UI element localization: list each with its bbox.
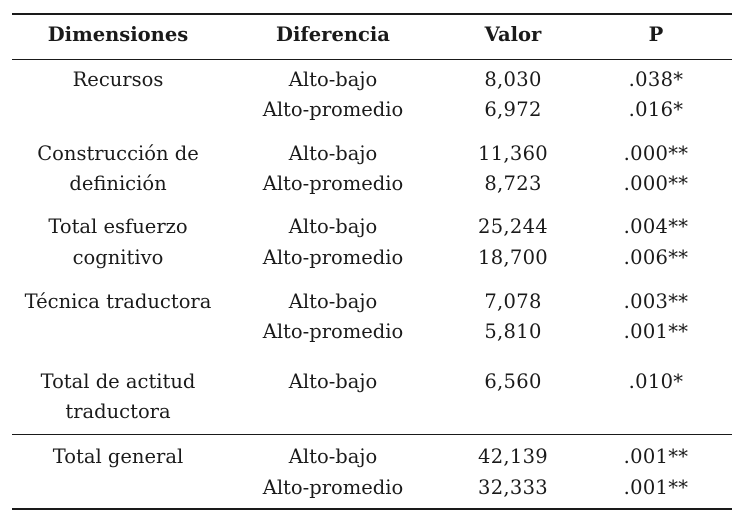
valor-cell: 5,810 [484, 320, 542, 343]
diferencia-cell: Alto-promedio [262, 476, 404, 499]
diferencia-cell: Alto-bajo [288, 445, 378, 468]
valor-cell: 42,139 [477, 445, 549, 468]
p-cell: .006** [623, 246, 689, 269]
dimension-label: Total de actitud [40, 370, 196, 393]
valor-cell: 11,360 [477, 142, 549, 165]
dimension-label: cognitivo [72, 246, 164, 269]
p-cell: .000** [623, 172, 689, 195]
diferencia-cell: Alto-bajo [288, 142, 378, 165]
p-cell: .001** [623, 476, 689, 499]
dimension-label: Recursos [72, 68, 164, 91]
p-cell: .001** [623, 320, 689, 343]
header-rule [12, 59, 732, 60]
header-dimensiones: Dimensiones [47, 23, 189, 46]
valor-cell: 7,078 [484, 290, 542, 313]
diferencia-cell: Alto-bajo [288, 290, 378, 313]
p-cell: .016* [628, 98, 684, 121]
dimension-label: Total general [52, 445, 184, 468]
diferencia-cell: Alto-promedio [262, 246, 404, 269]
p-cell: .010* [628, 370, 684, 393]
dimension-label: traductora [65, 400, 171, 423]
dimension-label: Construcción de [37, 142, 199, 165]
valor-cell: 6,560 [484, 370, 542, 393]
diferencia-cell: Alto-promedio [262, 320, 404, 343]
diferencia-cell: Alto-bajo [288, 370, 378, 393]
diferencia-cell: Alto-bajo [288, 215, 378, 238]
diferencia-cell: Alto-promedio [262, 98, 404, 121]
dimension-label: Total esfuerzo [48, 215, 188, 238]
valor-cell: 8,723 [484, 172, 542, 195]
valor-cell: 25,244 [477, 215, 549, 238]
total-rule [12, 434, 732, 435]
dimension-label: definición [69, 172, 167, 195]
top-rule [12, 13, 732, 15]
header-p: P [648, 23, 664, 46]
header-valor: Valor [484, 23, 542, 46]
dimension-label: Técnica traductora [24, 290, 212, 313]
p-cell: .000** [623, 142, 689, 165]
header-diferencia: Diferencia [276, 23, 390, 46]
bottom-rule [12, 508, 732, 510]
diferencia-cell: Alto-bajo [288, 68, 378, 91]
diferencia-cell: Alto-promedio [262, 172, 404, 195]
p-cell: .001** [623, 445, 689, 468]
valor-cell: 32,333 [477, 476, 549, 499]
p-cell: .004** [623, 215, 689, 238]
p-cell: .038* [628, 68, 684, 91]
valor-cell: 8,030 [484, 68, 542, 91]
valor-cell: 6,972 [484, 98, 542, 121]
p-cell: .003** [623, 290, 689, 313]
valor-cell: 18,700 [477, 246, 549, 269]
